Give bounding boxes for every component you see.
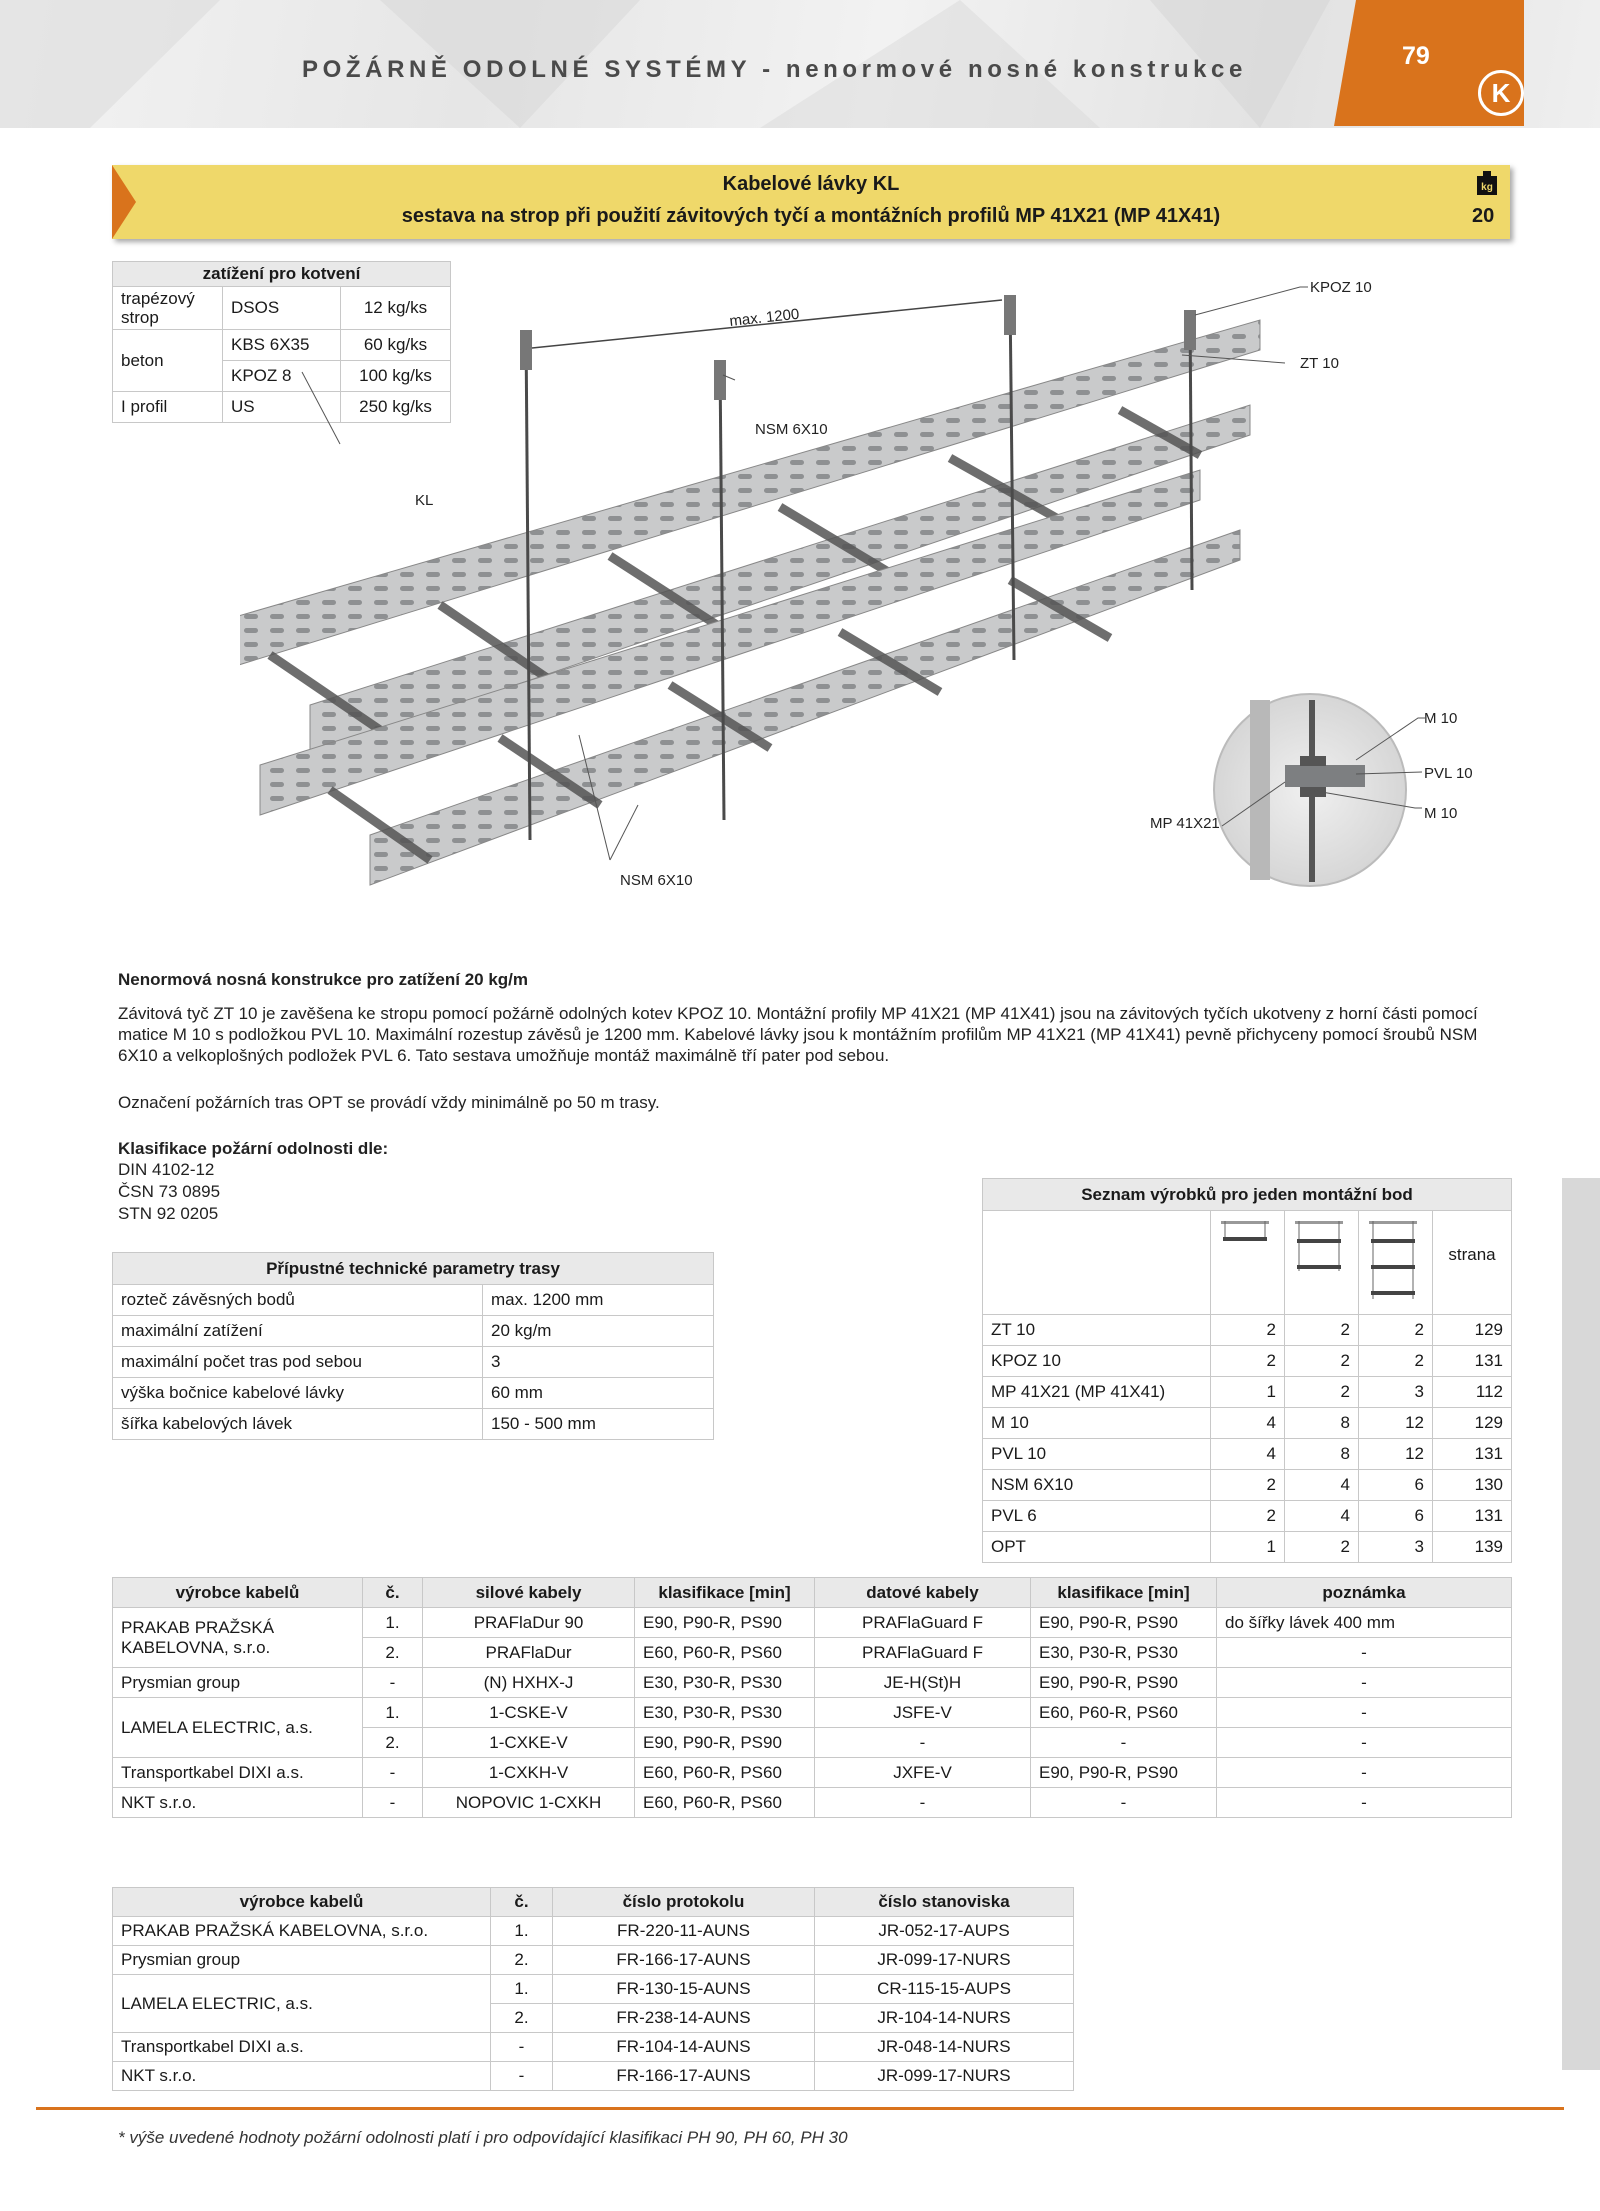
label-mp: MP 41X21 <box>1150 815 1220 832</box>
table-cell: FR-220-11-AUNS <box>553 1917 815 1946</box>
param-value: 150 - 500 mm <box>483 1409 714 1440</box>
table-cell: NSM 6X10 <box>983 1470 1211 1501</box>
table-cell: 2 <box>1211 1501 1285 1532</box>
table-cell: 2 <box>1285 1346 1359 1377</box>
table-cell: 1. <box>363 1698 423 1728</box>
table-cell: Transportkabel DIXI a.s. <box>113 1758 363 1788</box>
table-cell: CR-115-15-AUPS <box>815 1975 1074 2004</box>
table-cell: JR-099-17-NURS <box>815 2062 1074 2091</box>
table-cell: E60, P60-R, PS60 <box>635 1638 815 1668</box>
footer-divider <box>36 2107 1564 2110</box>
table-cell: PRAKAB PRAŽSKÁ KABELOVNA, s.r.o. <box>113 1608 363 1668</box>
table-cell: E30, P30-R, PS30 <box>635 1668 815 1698</box>
load-cell: 60 kg/ks <box>341 330 451 361</box>
table-cell: JR-052-17-AUPS <box>815 1917 1074 1946</box>
table-cell: 1. <box>491 1917 553 1946</box>
table-row <box>983 1439 1512 1470</box>
table-cell: - <box>1031 1788 1217 1818</box>
table-row <box>113 1946 1074 1975</box>
param-name: výška bočnice kabelové lávky <box>113 1378 483 1409</box>
table-cell: číslo protokolu <box>553 1888 815 1917</box>
table-cell: JR-099-17-NURS <box>815 1946 1074 1975</box>
table-header-row <box>113 1578 1512 1608</box>
table-cell: NKT s.r.o. <box>113 2062 491 2091</box>
opt-note: Označení požárních tras OPT se provádí vždy minimálně po 50 m trasy. <box>118 1093 660 1112</box>
table-cell: ZT 10 <box>983 1315 1211 1346</box>
table-cell: - <box>1217 1668 1512 1698</box>
table-cell: NKT s.r.o. <box>113 1788 363 1818</box>
table-header-row <box>983 1211 1512 1315</box>
route-parameters-table <box>112 1252 714 1440</box>
table-cell: č. <box>363 1578 423 1608</box>
table-header-row <box>113 1888 1074 1917</box>
two-tier-icon <box>1285 1211 1359 1315</box>
label-nsm-top: NSM 6X10 <box>755 421 828 438</box>
table-cell: - <box>363 1788 423 1818</box>
table-title: Přípustné technické parametry trasy <box>113 1253 714 1285</box>
table-cell: 129 <box>1433 1408 1512 1439</box>
test-protocols-table <box>112 1887 1074 2091</box>
table-title: Seznam výrobků pro jeden montážní bod <box>983 1179 1512 1211</box>
table-cell: 12 <box>1359 1439 1433 1470</box>
label-nsm-bottom: NSM 6X10 <box>620 872 693 889</box>
page-column-header: strana <box>1433 1211 1512 1315</box>
table-row <box>983 1532 1512 1563</box>
table-row <box>113 1409 714 1440</box>
anchor-cell: US <box>223 392 341 423</box>
table-cell: LAMELA ELECTRIC, a.s. <box>113 1975 491 2033</box>
anchor-cell: DSOS <box>223 287 341 330</box>
table-cell: 1 <box>1211 1377 1285 1408</box>
table-cell: číslo stanoviska <box>815 1888 1074 1917</box>
table-cell: PRAFlaGuard F <box>815 1638 1031 1668</box>
table-row <box>113 1758 1512 1788</box>
table-cell: (N) HXHX-J <box>423 1668 635 1698</box>
load-cell: 100 kg/ks <box>341 361 451 392</box>
table-cell: FR-238-14-AUNS <box>553 2004 815 2033</box>
table-cell: E90, P90-R, PS90 <box>1031 1668 1217 1698</box>
table-cell: výrobce kabelů <box>113 1578 363 1608</box>
base-cell: beton <box>113 330 223 392</box>
table-cell: Prysmian group <box>113 1668 363 1698</box>
table-cell: výrobce kabelů <box>113 1888 491 1917</box>
table-cell: E60, P60-R, PS60 <box>635 1758 815 1788</box>
banner-title: Kabelové lávky KL <box>722 173 900 195</box>
table-cell: - <box>1217 1758 1512 1788</box>
table-cell: - <box>363 1668 423 1698</box>
table-cell: - <box>491 2062 553 2091</box>
footnote: * výše uvedené hodnoty požární odolnosti platí i pro odpovídající klasifikaci PH 90, PH 60, PH 30 <box>118 2128 848 2147</box>
table-cell: datové kabely <box>815 1578 1031 1608</box>
table-row <box>113 1698 1512 1728</box>
section-banner <box>112 165 1510 239</box>
table-cell: M 10 <box>983 1408 1211 1439</box>
table-cell: JR-048-14-NURS <box>815 2033 1074 2062</box>
anchor-cell: KPOZ 8 <box>223 361 341 392</box>
label-m10-top: M 10 <box>1424 710 1458 727</box>
table-cell: - <box>815 1728 1031 1758</box>
table-cell: 2 <box>1285 1532 1359 1563</box>
load-value: 20 <box>1472 205 1495 227</box>
load-cell: 12 kg/ks <box>341 287 451 330</box>
one-tier-icon <box>1211 1211 1285 1315</box>
table-cell: LAMELA ELECTRIC, a.s. <box>113 1698 363 1758</box>
table-cell: NOPOVIC 1-CXKH <box>423 1788 635 1818</box>
table-cell: klasifikace [min] <box>1031 1578 1217 1608</box>
table-cell: - <box>1031 1728 1217 1758</box>
table-cell: 3 <box>1359 1377 1433 1408</box>
label-kl: KL <box>415 492 434 509</box>
base-cell: I profil <box>113 392 223 423</box>
table-cell: 139 <box>1433 1532 1512 1563</box>
param-name: maximální zatížení <box>113 1316 483 1347</box>
table-cell: 2 <box>1285 1377 1359 1408</box>
cable-manufacturers-table <box>112 1577 1512 1818</box>
table-cell: - <box>1217 1728 1512 1758</box>
table-cell: 2 <box>1211 1346 1285 1377</box>
svg-text:kg: kg <box>1481 182 1493 193</box>
table-cell: 1 <box>1211 1532 1285 1563</box>
table-cell: 8 <box>1285 1408 1359 1439</box>
label-pvl: PVL 10 <box>1424 765 1473 782</box>
table-cell: 112 <box>1433 1377 1512 1408</box>
label-zt: ZT 10 <box>1300 355 1339 372</box>
table-row <box>983 1315 1512 1346</box>
table-cell: - <box>1217 1638 1512 1668</box>
param-name: šířka kabelových lávek <box>113 1409 483 1440</box>
table-cell: OPT <box>983 1532 1211 1563</box>
table-cell: 1-CXKH-V <box>423 1758 635 1788</box>
table-cell: E90, P90-R, PS90 <box>635 1608 815 1638</box>
table-cell: do šířky lávek 400 mm <box>1217 1608 1512 1638</box>
table-cell: 2. <box>491 1946 553 1975</box>
table-cell: 2. <box>491 2004 553 2033</box>
standard-item: STN 92 0205 <box>118 1204 219 1223</box>
table-cell: E90, P90-R, PS90 <box>1031 1608 1217 1638</box>
table-cell: 131 <box>1433 1346 1512 1377</box>
table-cell: Transportkabel DIXI a.s. <box>113 2033 491 2062</box>
table-row <box>113 1917 1074 1946</box>
label-kpoz: KPOZ 10 <box>1310 279 1372 296</box>
label-m10-bottom: M 10 <box>1424 805 1458 822</box>
table-row <box>113 1788 1512 1818</box>
table-cell: - <box>1217 1788 1512 1818</box>
param-value: max. 1200 mm <box>483 1285 714 1316</box>
standard-item: ČSN 73 0895 <box>118 1182 221 1201</box>
param-value: 60 mm <box>483 1378 714 1409</box>
cable-tray-upper <box>240 320 1260 755</box>
table-cell: PRAFlaGuard F <box>815 1608 1031 1638</box>
table-cell: 2 <box>1211 1470 1285 1501</box>
base-cell: trapézový strop <box>113 287 223 330</box>
table-cell: Prysmian group <box>113 1946 491 1975</box>
label-max-spacing: max. 1200 <box>728 305 801 330</box>
three-tier-icon <box>1359 1211 1433 1315</box>
table-cell: 4 <box>1285 1501 1359 1532</box>
table-cell: 4 <box>1211 1439 1285 1470</box>
table-row <box>113 1668 1512 1698</box>
load-cell: 250 kg/ks <box>341 392 451 423</box>
table-cell: FR-166-17-AUNS <box>553 2062 815 2091</box>
table-cell: 2 <box>1211 1315 1285 1346</box>
section-heading: Nenormová nosná konstrukce pro zatížení 20 kg/m <box>118 970 529 989</box>
page-section-title: POŽÁRNĚ ODOLNÉ SYSTÉMY - nenormové nosné konstrukce <box>302 56 1247 83</box>
table-cell: 2 <box>1359 1315 1433 1346</box>
table-cell: 3 <box>1359 1532 1433 1563</box>
table-cell: 2. <box>363 1638 423 1668</box>
table-cell: 2 <box>1285 1315 1359 1346</box>
table-cell: FR-130-15-AUNS <box>553 1975 815 2004</box>
table-cell: 2 <box>1359 1346 1433 1377</box>
page-number: 79 <box>1402 42 1430 70</box>
table-row <box>113 1378 714 1409</box>
table-row <box>983 1408 1512 1439</box>
table-row <box>983 1470 1512 1501</box>
table-title: zatížení pro kotvení <box>113 262 451 287</box>
table-cell: JSFE-V <box>815 1698 1031 1728</box>
table-row <box>113 2062 1074 2091</box>
table-cell: 130 <box>1433 1470 1512 1501</box>
table-cell: klasifikace [min] <box>635 1578 815 1608</box>
table-cell: 1. <box>491 1975 553 2004</box>
table-cell: E60, P60-R, PS60 <box>1031 1698 1217 1728</box>
table-row <box>983 1377 1512 1408</box>
table-cell: E90, P90-R, PS90 <box>635 1728 815 1758</box>
company-logo: K <box>1478 70 1524 116</box>
table-cell: - <box>1217 1698 1512 1728</box>
table-cell: 6 <box>1359 1470 1433 1501</box>
table-cell: 4 <box>1211 1408 1285 1439</box>
table-cell: 12 <box>1359 1408 1433 1439</box>
table-cell: MP 41X21 (MP 41X41) <box>983 1377 1211 1408</box>
table-row <box>113 1975 1074 2004</box>
table-cell: FR-104-14-AUNS <box>553 2033 815 2062</box>
table-row <box>113 1285 714 1316</box>
table-cell: E90, P90-R, PS90 <box>1031 1758 1217 1788</box>
param-value: 20 kg/m <box>483 1316 714 1347</box>
side-tab-bar <box>1562 1178 1600 2070</box>
param-value: 3 <box>483 1347 714 1378</box>
products-per-point-table <box>982 1178 1512 1563</box>
standard-item: DIN 4102-12 <box>118 1160 215 1179</box>
table-row <box>113 1608 1512 1638</box>
table-cell: 129 <box>1433 1315 1512 1346</box>
table-cell: KPOZ 10 <box>983 1346 1211 1377</box>
table-cell: 6 <box>1359 1501 1433 1532</box>
param-name: rozteč závěsných bodů <box>113 1285 483 1316</box>
table-cell: FR-166-17-AUNS <box>553 1946 815 1975</box>
table-cell: - <box>363 1758 423 1788</box>
table-cell: PRAFlaDur <box>423 1638 635 1668</box>
table-cell: silové kabely <box>423 1578 635 1608</box>
weight-kg-icon <box>1476 171 1498 195</box>
table-cell: 1-CXKE-V <box>423 1728 635 1758</box>
table-cell: 1-CSKE-V <box>423 1698 635 1728</box>
table-row <box>983 1501 1512 1532</box>
table-cell: E60, P60-R, PS60 <box>635 1788 815 1818</box>
table-cell: 4 <box>1285 1470 1359 1501</box>
classification-heading: Klasifikace požární odolnosti dle: <box>118 1139 389 1158</box>
table-cell: - <box>815 1788 1031 1818</box>
table-cell: 2. <box>363 1728 423 1758</box>
table-row <box>113 2033 1074 2062</box>
cable-tray-assembly-diagram <box>240 260 1480 920</box>
table-cell: E30, P30-R, PS30 <box>635 1698 815 1728</box>
table-cell: JXFE-V <box>815 1758 1031 1788</box>
table-cell: 1. <box>363 1608 423 1638</box>
table-cell: 131 <box>1433 1501 1512 1532</box>
table-cell: PVL 10 <box>983 1439 1211 1470</box>
table-cell <box>983 1211 1211 1315</box>
param-name: maximální počet tras pod sebou <box>113 1347 483 1378</box>
table-cell: JE-H(St)H <box>815 1668 1031 1698</box>
description-paragraph: Závitová tyč ZT 10 je zavěšena ke stropu pomocí požárně odolných kotev KPOZ 10. Montážní profily MP 41X21 (MP 41X41) jsou na závitových tyčích ukotveny z horní části pomocí matice M 10 s podložkou PVL 10. Maximální rozestup závěsů je 1200 mm. Kabelové lávky jsou k montážním profilům MP 41X21 (MP 41X41) pevně přichyceny pomocí šroubů NSM 6X10 a velkoplošných podložek PVL 6. Tato sestava umožňuje montáž maximálně tří pater pod sebou. <box>118 1004 1478 1065</box>
table-cell: E30, P30-R, PS30 <box>1031 1638 1217 1668</box>
table-cell: 8 <box>1285 1439 1359 1470</box>
table-cell: č. <box>491 1888 553 1917</box>
table-row <box>983 1346 1512 1377</box>
table-cell: JR-104-14-NURS <box>815 2004 1074 2033</box>
table-cell: - <box>491 2033 553 2062</box>
anchor-cell: KBS 6X35 <box>223 330 341 361</box>
table-row <box>113 1316 714 1347</box>
table-row <box>113 1347 714 1378</box>
banner-subtitle: sestava na strop při použití závitových tyčí a montážních profilů MP 41X21 (MP 41X41) <box>401 205 1221 227</box>
table-cell: PRAKAB PRAŽSKÁ KABELOVNA, s.r.o. <box>113 1917 491 1946</box>
table-cell: poznámka <box>1217 1578 1512 1608</box>
table-cell: PRAFlaDur 90 <box>423 1608 635 1638</box>
table-cell: PVL 6 <box>983 1501 1211 1532</box>
table-cell: 131 <box>1433 1439 1512 1470</box>
